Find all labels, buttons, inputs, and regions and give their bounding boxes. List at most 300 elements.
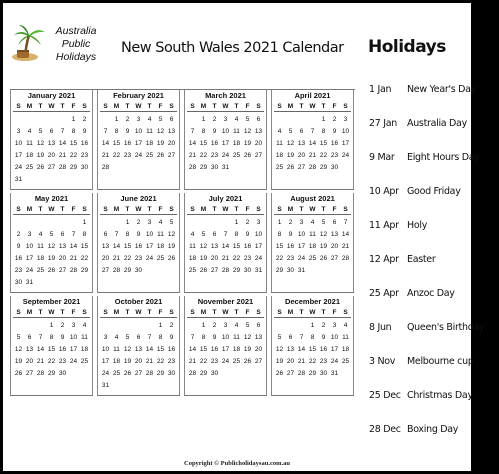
day-cell: 3 — [223, 116, 228, 123]
day-cell: 20 — [254, 346, 263, 353]
weekday-header: T — [144, 204, 155, 215]
day-cell: 27 — [297, 164, 306, 171]
day-cell: 27 — [210, 267, 219, 274]
day-cell: 16 — [210, 140, 219, 147]
day-cell: 25 — [232, 358, 241, 365]
day-cell: 13 — [286, 346, 295, 353]
day-cell: 4 — [277, 128, 282, 135]
day-cell: 7 — [310, 128, 315, 135]
holiday-date: 8 Jun — [369, 322, 392, 333]
day-cell: 18 — [275, 152, 284, 159]
day-cell: 20 — [210, 255, 219, 262]
day-cell: 31 — [254, 267, 263, 274]
day-cell: 28 — [145, 370, 154, 377]
day-cell: 14 — [221, 243, 230, 250]
weekday-header: F — [155, 204, 166, 215]
holiday-date: 12 Apr — [369, 254, 399, 265]
month-name: May 2021 — [34, 194, 69, 203]
holiday-row — [369, 186, 499, 200]
day-cell: 19 — [319, 243, 328, 250]
day-cell: 21 — [69, 255, 78, 262]
day-cell: 21 — [112, 255, 121, 262]
day-cell: 5 — [16, 334, 21, 341]
month-block — [10, 296, 93, 396]
month-name: April 2021 — [294, 91, 331, 100]
weekday-header: T — [57, 307, 68, 318]
day-cell: 13 — [167, 128, 176, 135]
weekday-header: M — [285, 204, 296, 215]
day-cell: 12 — [243, 334, 252, 341]
day-cell: 4 — [147, 116, 152, 123]
month-days — [98, 307, 179, 392]
holiday-name: New Year's Day — [407, 84, 476, 95]
day-cell: 29 — [199, 370, 208, 377]
weekday-header: T — [122, 307, 133, 318]
day-cell: 11 — [81, 334, 88, 341]
weekday-header: M — [24, 307, 35, 318]
empty-day-cell — [285, 320, 296, 332]
day-cell: 17 — [297, 243, 306, 250]
day-cell: 5 — [245, 322, 250, 329]
day-cell: 31 — [221, 164, 230, 171]
day-cell: 3 — [136, 116, 141, 123]
empty-day-cell — [296, 320, 307, 332]
day-cell: 1 — [321, 116, 326, 123]
day-cell: 1 — [158, 322, 163, 329]
day-cell: 26 — [199, 267, 208, 274]
day-cell: 13 — [330, 231, 339, 238]
weekday-header: F — [68, 307, 79, 318]
day-cell: 2 — [212, 116, 217, 123]
day-cell: 14 — [58, 140, 67, 147]
month-name: January 2021 — [27, 91, 76, 100]
day-cell: 10 — [254, 231, 263, 238]
day-cell: 9 — [212, 128, 217, 135]
weekday-header: T — [231, 204, 242, 215]
empty-day-cell — [144, 320, 155, 332]
weekday-header: M — [111, 101, 122, 112]
weekday-header: W — [46, 307, 57, 318]
day-cell: 1 — [125, 219, 130, 226]
day-cell: 30 — [134, 267, 143, 274]
day-cell: 2 — [332, 116, 337, 123]
empty-day-cell — [274, 320, 285, 332]
weekday-header: S — [253, 204, 264, 215]
day-cell: 8 — [234, 231, 239, 238]
month-name: December 2021 — [284, 297, 341, 306]
weekday-header: T — [231, 101, 242, 112]
day-cell: 17 — [69, 346, 78, 353]
weekday-header: M — [198, 101, 209, 112]
day-cell: 4 — [234, 116, 239, 123]
day-cell: 2 — [125, 116, 130, 123]
day-cell: 20 — [286, 358, 295, 365]
day-cell: 10 — [330, 334, 339, 341]
weekday-header: T — [209, 204, 220, 215]
day-cell: 24 — [297, 255, 306, 262]
day-cell: 14 — [188, 140, 197, 147]
day-cell: 19 — [199, 255, 208, 262]
logo-line-1: Australia Public — [55, 25, 97, 50]
day-cell: 23 — [330, 152, 339, 159]
day-cell: 7 — [299, 334, 304, 341]
day-cell: 19 — [243, 140, 252, 147]
day-cell: 18 — [25, 152, 34, 159]
weekday-header: T — [296, 204, 307, 215]
weekday-header: S — [79, 101, 90, 112]
day-cell: 31 — [330, 370, 339, 377]
day-cell: 27 — [101, 267, 110, 274]
day-cell: 26 — [167, 255, 176, 262]
day-cell: 6 — [60, 231, 65, 238]
day-cell: 9 — [125, 128, 130, 135]
day-cell: 1 — [49, 322, 54, 329]
weekday-header: W — [220, 307, 231, 318]
empty-day-cell — [24, 320, 35, 332]
holiday-date: 27 Jan — [369, 118, 397, 129]
day-cell: 30 — [210, 370, 219, 377]
day-cell: 12 — [36, 140, 45, 147]
empty-day-cell — [57, 114, 68, 126]
day-cell: 15 — [199, 346, 208, 353]
weekday-header: F — [329, 204, 340, 215]
weekday-header: F — [242, 307, 253, 318]
day-cell: 20 — [330, 243, 339, 250]
day-cell: 14 — [69, 243, 78, 250]
holiday-name: Melbourne cup — [407, 356, 474, 367]
day-cell: 3 — [299, 219, 304, 226]
day-cell: 27 — [286, 370, 295, 377]
day-cell: 18 — [156, 243, 165, 250]
day-cell: 20 — [47, 152, 56, 159]
day-cell: 8 — [277, 231, 282, 238]
holiday-name: Australia Day — [407, 118, 467, 129]
day-cell: 11 — [113, 346, 120, 353]
month-block — [184, 193, 267, 293]
weekday-header: M — [198, 204, 209, 215]
day-cell: 19 — [167, 243, 176, 250]
month-name: September 2021 — [22, 297, 81, 306]
month-name: November 2021 — [197, 297, 254, 306]
day-cell: 10 — [101, 346, 110, 353]
day-cell: 25 — [232, 152, 241, 159]
empty-day-cell — [187, 217, 198, 229]
weekday-header: T — [122, 101, 133, 112]
day-cell: 17 — [134, 140, 143, 147]
day-cell: 22 — [232, 255, 241, 262]
day-cell: 11 — [26, 140, 33, 147]
day-cell: 9 — [288, 231, 293, 238]
holiday-name: Queen's Birthday — [407, 322, 485, 333]
day-cell: 18 — [145, 140, 154, 147]
day-cell: 25 — [308, 255, 317, 262]
weekday-header: W — [307, 101, 318, 112]
weekday-header: T — [122, 204, 133, 215]
day-cell: 6 — [27, 334, 32, 341]
day-cell: 19 — [14, 358, 23, 365]
day-cell: 18 — [188, 255, 197, 262]
day-cell: 2 — [212, 322, 217, 329]
day-cell: 1 — [82, 219, 87, 226]
day-cell: 2 — [16, 231, 21, 238]
day-cell: 8 — [125, 231, 130, 238]
day-cell: 13 — [297, 140, 306, 147]
weekday-header: T — [35, 307, 46, 318]
calendar-grid — [10, 89, 355, 396]
holiday-row — [369, 84, 499, 98]
weekday-header: S — [274, 204, 285, 215]
weekday-header: T — [144, 101, 155, 112]
weekday-header: S — [187, 204, 198, 215]
holiday-row — [369, 254, 499, 268]
empty-day-cell — [198, 217, 209, 229]
month-name: February 2021 — [113, 91, 164, 100]
empty-day-cell — [111, 320, 122, 332]
day-cell: 5 — [158, 116, 163, 123]
weekday-header: T — [57, 101, 68, 112]
day-cell: 29 — [156, 370, 165, 377]
day-cell: 2 — [321, 322, 326, 329]
holiday-name: Easter — [407, 254, 436, 265]
day-cell: 22 — [308, 358, 317, 365]
day-cell: 5 — [125, 334, 130, 341]
day-cell: 12 — [156, 128, 165, 135]
day-cell: 2 — [245, 219, 250, 226]
day-cell: 24 — [330, 358, 339, 365]
day-cell: 8 — [310, 334, 315, 341]
month-block — [97, 193, 180, 293]
day-cell: 28 — [101, 164, 110, 171]
day-cell: 23 — [319, 358, 328, 365]
day-cell: 2 — [136, 219, 141, 226]
day-cell: 24 — [101, 370, 110, 377]
day-cell: 7 — [147, 334, 152, 341]
empty-day-cell — [46, 217, 57, 229]
holiday-row — [369, 424, 499, 438]
empty-day-cell — [100, 320, 111, 332]
day-cell: 30 — [80, 164, 89, 171]
day-cell: 18 — [36, 255, 45, 262]
day-cell: 14 — [101, 140, 110, 147]
day-cell: 4 — [310, 219, 315, 226]
day-cell: 7 — [343, 219, 348, 226]
day-cell: 16 — [210, 346, 219, 353]
day-cell: 25 — [188, 267, 197, 274]
day-cell: 16 — [243, 243, 252, 250]
month-block — [184, 90, 267, 190]
weekday-header: F — [155, 307, 166, 318]
month-days — [11, 204, 92, 289]
day-cell: 21 — [308, 152, 317, 159]
day-cell: 16 — [80, 140, 89, 147]
day-cell: 28 — [188, 370, 197, 377]
month-name: July 2021 — [208, 194, 243, 203]
day-cell: 16 — [330, 140, 339, 147]
day-cell: 14 — [297, 346, 306, 353]
day-cell: 11 — [276, 140, 283, 147]
day-cell: 6 — [256, 322, 261, 329]
day-cell: 1 — [114, 116, 119, 123]
weekday-header: W — [133, 101, 144, 112]
day-cell: 13 — [101, 243, 110, 250]
day-cell: 31 — [25, 279, 34, 286]
empty-day-cell — [111, 217, 122, 229]
day-cell: 8 — [321, 128, 326, 135]
day-cell: 2 — [60, 322, 65, 329]
weekday-header: S — [100, 307, 111, 318]
weekday-header: S — [100, 204, 111, 215]
holiday-row — [369, 288, 499, 302]
day-cell: 2 — [288, 219, 293, 226]
day-cell: 25 — [341, 358, 350, 365]
day-cell: 12 — [319, 231, 328, 238]
day-cell: 29 — [308, 370, 317, 377]
day-cell: 18 — [80, 346, 89, 353]
day-cell: 20 — [254, 140, 263, 147]
day-cell: 24 — [69, 358, 78, 365]
month-days — [11, 307, 92, 380]
day-cell: 15 — [308, 346, 317, 353]
day-cell: 4 — [158, 219, 163, 226]
day-cell: 4 — [234, 322, 239, 329]
day-cell: 21 — [101, 152, 110, 159]
weekday-header: M — [198, 307, 209, 318]
day-cell: 4 — [38, 231, 43, 238]
day-cell: 3 — [27, 231, 32, 238]
day-cell: 6 — [136, 334, 141, 341]
day-cell: 10 — [221, 334, 230, 341]
copyright-notice: Copyright © Publicholidaysau.com.au — [184, 460, 290, 467]
day-cell: 27 — [167, 152, 176, 159]
day-cell: 17 — [341, 140, 350, 147]
weekday-header: F — [242, 204, 253, 215]
weekday-header: M — [285, 307, 296, 318]
month-block — [184, 296, 267, 396]
day-cell: 22 — [69, 152, 78, 159]
month-days — [185, 101, 266, 174]
weekday-header: S — [79, 307, 90, 318]
holiday-date: 25 Dec — [369, 390, 401, 401]
day-cell: 14 — [341, 231, 350, 238]
day-cell: 20 — [58, 255, 67, 262]
day-cell: 21 — [341, 243, 350, 250]
day-cell: 27 — [25, 370, 34, 377]
empty-day-cell — [209, 217, 220, 229]
day-cell: 29 — [47, 370, 56, 377]
day-cell: 4 — [343, 322, 348, 329]
day-cell: 24 — [254, 255, 263, 262]
day-cell: 4 — [27, 128, 32, 135]
day-cell: 28 — [58, 164, 67, 171]
day-cell: 28 — [297, 370, 306, 377]
weekday-header: F — [329, 101, 340, 112]
day-cell: 8 — [114, 128, 119, 135]
day-cell: 12 — [14, 346, 23, 353]
day-cell: 9 — [332, 128, 337, 135]
day-cell: 9 — [321, 334, 326, 341]
day-cell: 3 — [16, 128, 21, 135]
day-cell: 5 — [277, 334, 282, 341]
day-cell: 24 — [134, 152, 143, 159]
day-cell: 20 — [25, 358, 34, 365]
day-cell: 20 — [167, 140, 176, 147]
month-name: October 2021 — [114, 297, 163, 306]
day-cell: 8 — [201, 128, 206, 135]
day-cell: 22 — [80, 255, 89, 262]
weekday-header: S — [340, 101, 351, 112]
empty-day-cell — [35, 114, 46, 126]
empty-day-cell — [35, 217, 46, 229]
day-cell: 29 — [69, 164, 78, 171]
day-cell: 7 — [190, 128, 195, 135]
holiday-date: 28 Dec — [369, 424, 401, 435]
day-cell: 2 — [169, 322, 174, 329]
day-cell: 5 — [288, 128, 293, 135]
day-cell: 16 — [123, 140, 132, 147]
day-cell: 16 — [319, 346, 328, 353]
month-block — [10, 90, 93, 190]
day-cell: 23 — [210, 152, 219, 159]
day-cell: 24 — [25, 267, 34, 274]
weekday-header: M — [111, 204, 122, 215]
day-cell: 5 — [38, 128, 43, 135]
month-days — [185, 204, 266, 277]
day-cell: 12 — [167, 231, 176, 238]
day-cell: 28 — [112, 267, 121, 274]
logo-line-2: Holidays — [55, 51, 97, 63]
day-cell: 17 — [221, 140, 230, 147]
logo-text — [45, 25, 107, 64]
empty-day-cell — [24, 114, 35, 126]
weekday-header: S — [166, 307, 177, 318]
month-days — [185, 307, 266, 380]
weekday-header: T — [296, 307, 307, 318]
day-cell: 10 — [134, 128, 143, 135]
day-cell: 15 — [199, 140, 208, 147]
empty-day-cell — [100, 114, 111, 126]
empty-day-cell — [296, 114, 307, 126]
day-cell: 8 — [158, 334, 163, 341]
day-cell: 22 — [47, 358, 56, 365]
day-cell: 3 — [343, 116, 348, 123]
day-cell: 11 — [146, 128, 153, 135]
day-cell: 23 — [134, 255, 143, 262]
day-cell: 10 — [145, 231, 154, 238]
day-cell: 15 — [123, 243, 132, 250]
day-cell: 3 — [332, 322, 337, 329]
day-cell: 4 — [114, 334, 119, 341]
day-cell: 8 — [49, 334, 54, 341]
day-cell: 14 — [145, 346, 154, 353]
day-cell: 22 — [156, 358, 165, 365]
day-cell: 22 — [319, 152, 328, 159]
weekday-header: S — [166, 204, 177, 215]
day-cell: 3 — [223, 322, 228, 329]
day-cell: 1 — [234, 219, 239, 226]
day-cell: 13 — [254, 334, 263, 341]
day-cell: 23 — [167, 358, 176, 365]
weekday-header: T — [209, 101, 220, 112]
page-title: New South Wales 2021 Calendar — [121, 40, 344, 56]
day-cell: 12 — [286, 140, 295, 147]
day-cell: 30 — [330, 164, 339, 171]
day-cell: 12 — [199, 243, 208, 250]
day-cell: 24 — [14, 164, 23, 171]
day-cell: 15 — [69, 140, 78, 147]
day-cell: 30 — [319, 370, 328, 377]
empty-day-cell — [122, 320, 133, 332]
day-cell: 1 — [310, 322, 315, 329]
